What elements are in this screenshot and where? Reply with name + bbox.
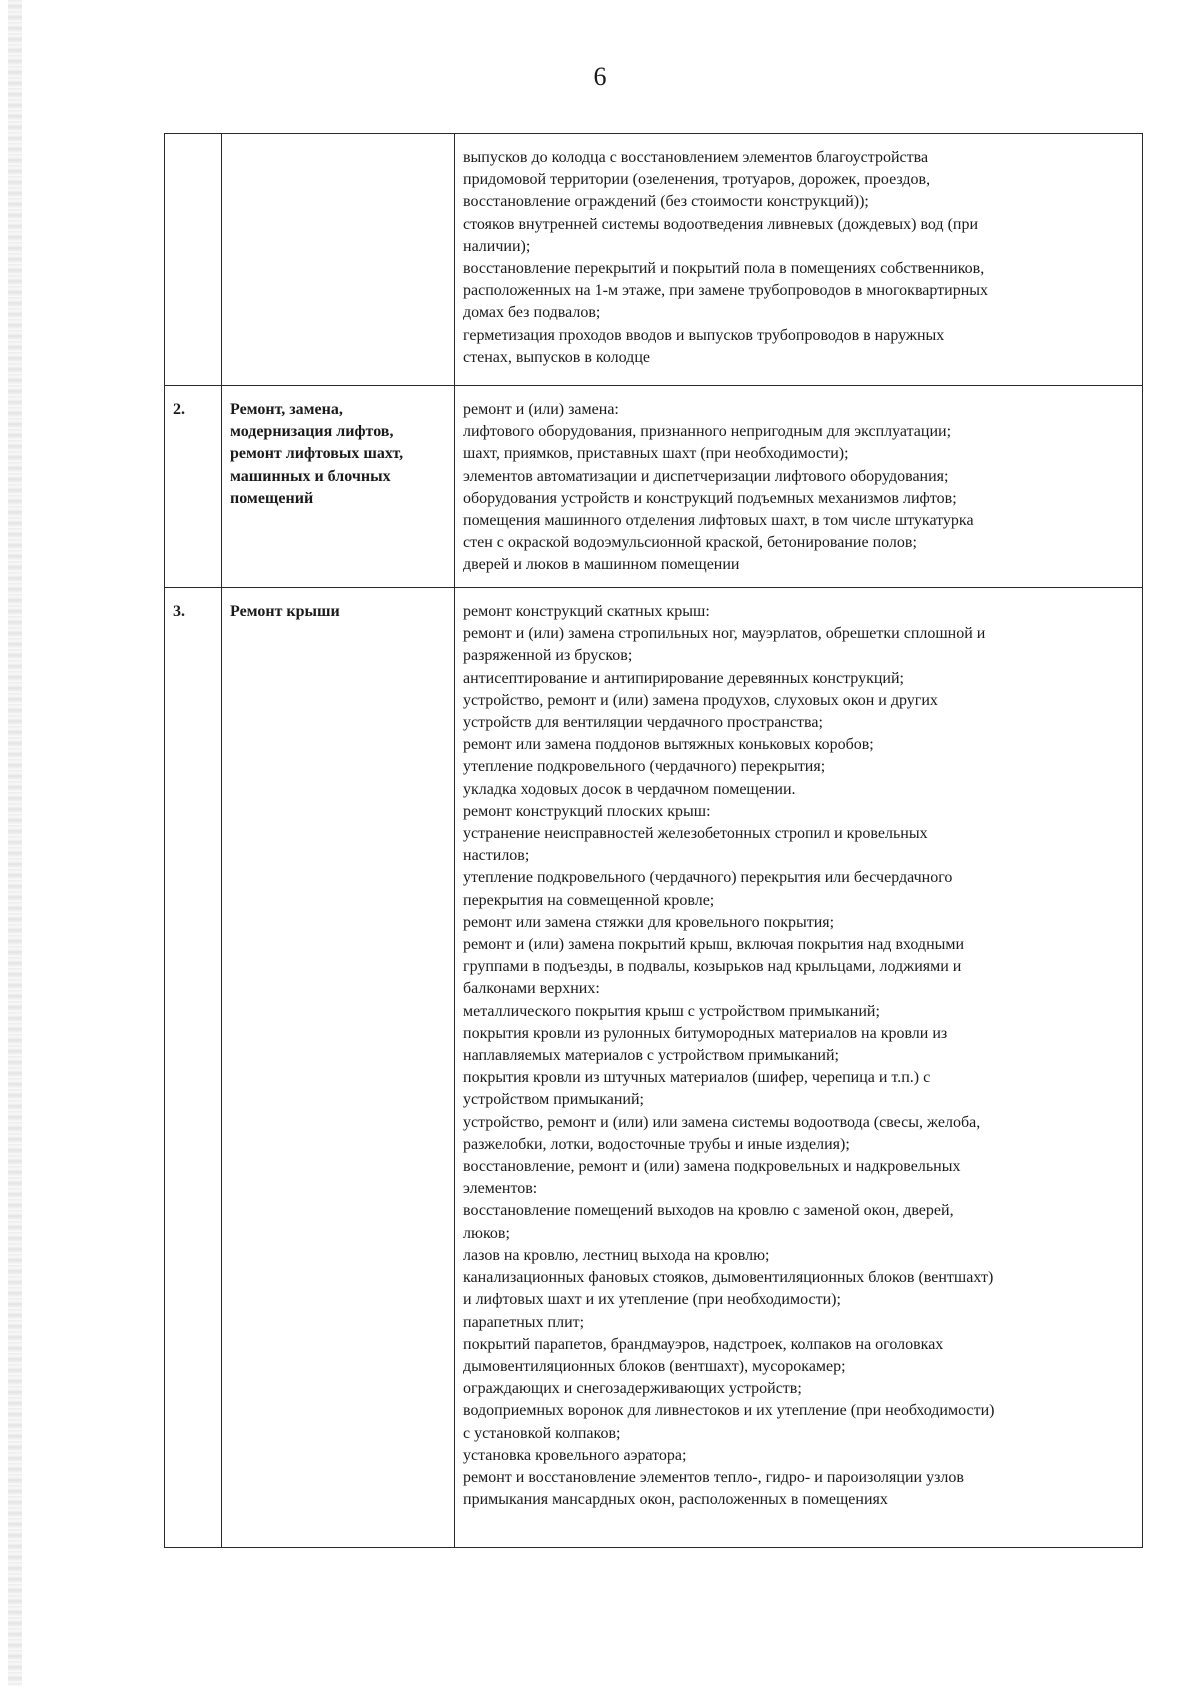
table-row [165, 386, 1143, 588]
work-item-line: шахт, приямков, приставных шахт (при необходимости); [463, 445, 849, 463]
work-details-cell [455, 134, 1143, 386]
work-item-line: наличии); [463, 237, 531, 255]
work-item-line: водоприемных воронок для ливнестоков и их утепление (при необходимости) [463, 1402, 995, 1420]
work-item-line: восстановление, ремонт и (или) замена подкровельных и надкровельных [463, 1158, 961, 1176]
work-item-line: группами в подъезды, в подвалы, козырьков над крыльцами, лоджиями и [463, 958, 962, 976]
work-item-line: ремонт и восстановление элементов тепло-, гидро- и пароизоляции узлов [463, 1468, 964, 1486]
work-item-line: ремонт конструкций скатных крыш: [463, 603, 710, 620]
work-item-line: и лифтовых шахт и их утепление (при необходимости); [463, 1291, 841, 1309]
work-type-line: помещений [230, 489, 314, 507]
work-details-cell [455, 386, 1143, 588]
row-number: 2. [165, 386, 222, 588]
work-type-cell [222, 588, 455, 1548]
table-row [165, 134, 1143, 386]
work-item-line: устройство, ремонт и (или) или замена системы водоотвода (свесы, желоба, [463, 1113, 981, 1131]
work-item-line: стен с окраской водоэмульсионной краской, бетонирование полов; [463, 534, 917, 552]
work-item-line: ремонт или замена стяжки для кровельного покрытия; [463, 913, 835, 931]
work-item-line: ремонт и (или) замена стропильных ног, мауэрлатов, обрешетки сплошной и [463, 625, 986, 643]
works-table [164, 133, 1143, 1548]
work-item-line: восстановление перекрытий и покрытий пола в помещениях собственников, [463, 260, 985, 278]
work-item-line: металлического покрытия крыш с устройством примыканий; [463, 1002, 880, 1020]
work-item-line: разжелобки, лотки, водосточные трубы и иные изделия); [463, 1135, 850, 1153]
work-item-line: укладка ходовых досок в чердачном помещении. [463, 780, 796, 798]
work-item-line: утепление подкровельного (чердачного) перекрытия или бесчердачного [463, 869, 953, 887]
work-item-line: настилов; [463, 847, 530, 865]
work-item-line: восстановление ограждений (без стоимости конструкций)); [463, 193, 869, 211]
work-item-line: домах без подвалов; [463, 304, 601, 322]
work-item-line: герметизация проходов вводов и выпусков трубопроводов в наружных [463, 326, 945, 344]
scan-edge-artifact [8, 0, 22, 1686]
work-item-line: элементов: [463, 1180, 538, 1198]
work-type-cell [222, 386, 455, 588]
work-item-line: восстановление помещений выходов на кровлю с заменой окон, дверей, [463, 1202, 954, 1220]
work-item-line: оборудования устройств и конструкций подъемных механизмов лифтов; [463, 489, 957, 507]
work-item-line: примыкания мансардных окон, расположенных в помещениях [463, 1491, 888, 1509]
work-item-line: покрытия кровли из рулонных битумородных материалов на кровли из [463, 1024, 948, 1042]
row-number [165, 134, 222, 386]
work-item-line: ремонт и (или) замена покрытий крыш, включая покрытия над входными [463, 936, 965, 954]
work-item-line: лифтового оборудования, признанного непригодным для эксплуатации; [463, 423, 952, 441]
work-item-line: лазов на кровлю, лестниц выхода на кровлю; [463, 1246, 770, 1264]
work-item-line: покрытий парапетов, брандмауэров, надстроек, колпаков на оголовках [463, 1335, 944, 1353]
work-item-line: балконами верхних: [463, 980, 600, 998]
table-row [165, 588, 1143, 1548]
work-item-line: дверей и люков в машинном помещении [463, 556, 740, 574]
work-item-line: ограждающих и снегозадерживающих устройств; [463, 1380, 802, 1398]
work-item-line: ремонт и (или) замена: [463, 401, 619, 418]
work-item-line: люков; [463, 1224, 510, 1242]
work-item-line: парапетных плит; [463, 1313, 585, 1331]
work-item-line: стенах, выпусков в колодце [463, 348, 650, 366]
work-type-line: Ремонт крыши [230, 603, 340, 620]
work-item-line: выпусков до колодца с восстановлением элементов благоустройства [463, 149, 929, 166]
work-details-cell [455, 588, 1143, 1548]
work-type-line: Ремонт, замена, [230, 401, 343, 418]
work-item-line: разряженной из брусков; [463, 647, 633, 665]
work-item-line: наплавляемых материалов с устройством примыканий; [463, 1047, 839, 1065]
work-item-line: элементов автоматизации и диспетчеризации лифтового оборудования; [463, 467, 949, 485]
work-type-line: модернизация лифтов, [230, 423, 394, 441]
work-item-line: ремонт конструкций плоских крыш: [463, 802, 711, 820]
work-item-line: с установкой колпаков; [463, 1424, 621, 1442]
work-item-line: канализационных фановых стояков, дымовентиляционных блоков (вентшахт) [463, 1269, 994, 1287]
work-item-line: ремонт или замена поддонов вытяжных коньковых коробов; [463, 736, 874, 754]
work-item-line: стояков внутренней системы водоотведения ливневых (дождевых) вод (при [463, 215, 979, 233]
work-item-line: антисептирование и антипирирование деревянных конструкций; [463, 669, 904, 687]
work-item-line: перекрытия на совмещенной кровле; [463, 891, 715, 909]
work-type-cell [222, 134, 455, 386]
work-type-line: ремонт лифтовых шахт, [230, 445, 404, 463]
work-item-line: дымовентиляционных блоков (вентшахт), мусорокамер; [463, 1357, 846, 1375]
work-type-line: машинных и блочных [230, 467, 391, 485]
work-item-line: расположенных на 1-м этаже, при замене трубопроводов в многоквартирных [463, 282, 989, 300]
work-item-line: помещения машинного отделения лифтовых шахт, в том числе штукатурка [463, 512, 974, 530]
work-item-line: устройств для вентиляции чердачного пространства; [463, 714, 823, 732]
work-item-line: устройством примыканий; [463, 1091, 644, 1109]
page-number: 6 [593, 62, 607, 91]
work-item-line: придомовой территории (озеленения, тротуаров, дорожек, проездов, [463, 171, 931, 189]
work-item-line: утепление подкровельного (чердачного) перекрытия; [463, 758, 826, 776]
work-item-line: установка кровельного аэратора; [463, 1446, 687, 1464]
row-number: 3. [165, 588, 222, 1548]
work-item-line: покрытия кровли из штучных материалов (шифер, черепица и т.п.) с [463, 1069, 931, 1087]
work-item-line: устранение неисправностей железобетонных стропил и кровельных [463, 825, 928, 843]
work-item-line: устройство, ремонт и (или) замена продухов, слуховых окон и других [463, 691, 938, 709]
